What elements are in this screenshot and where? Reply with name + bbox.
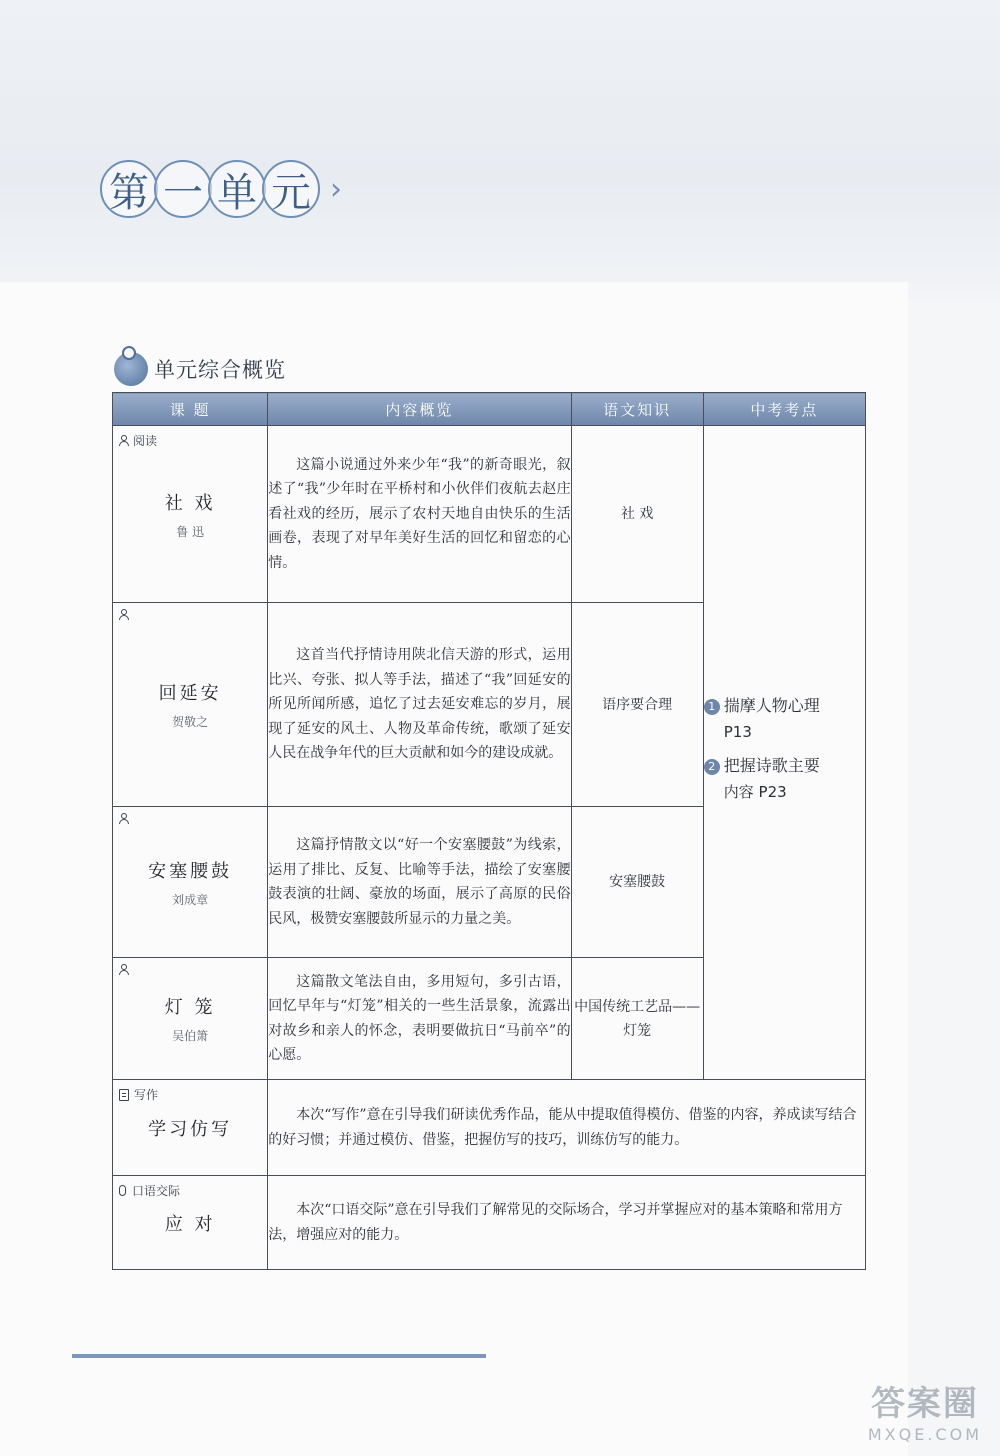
category-label (119, 432, 157, 449)
overview-title: 单元综合概览 (154, 358, 286, 382)
category-label (119, 1086, 158, 1103)
table-header-row (113, 393, 866, 426)
lesson-title: 学习仿写 (148, 1118, 233, 1140)
person-icon (119, 609, 129, 620)
category-label (119, 813, 133, 824)
header-content: 内容概览 (268, 393, 571, 426)
unit-summary-table (112, 392, 866, 1270)
content-cell (268, 603, 571, 807)
unit-title-char: 单 (208, 160, 266, 218)
content-text: 本次“口语交际”意在引导我们了解常见的交际场合，学习并掌握应对的基本策略和常用方法，增强应对的能力。 (268, 1201, 843, 1243)
exam-points-cell (703, 426, 865, 1080)
lesson-author: 鲁 迅 (176, 524, 205, 539)
exam-point (704, 693, 865, 745)
watermark-main: 答案圈 (870, 1384, 979, 1424)
table-row (113, 426, 866, 603)
overview-heading (114, 352, 286, 386)
content-cell (268, 958, 571, 1080)
lesson-title: 社 戏 (164, 492, 216, 514)
content-text: 这篇小说通过外来少年“我”的新奇眼光，叙述了“我”少年时在平桥村和小伙伴们夜航去赵庄看社戏的经历，展示了农村天地自由快乐的生活画卷，表现了对早年美好生活的回忆和留恋的心情。 (268, 456, 571, 571)
exam-point-text: 把握诗歌主要 (723, 755, 820, 775)
lesson-cell (113, 807, 268, 958)
unit-title (100, 160, 342, 218)
person-icon (119, 964, 129, 975)
header-background (0, 0, 1000, 300)
knowledge-cell: 中国传统工艺品——灯笼 (571, 958, 703, 1080)
number-badge-icon: 2 (704, 759, 720, 775)
category-text: 口语交际 (132, 1184, 181, 1198)
microphone-icon (119, 1185, 126, 1196)
category-label (119, 1182, 180, 1199)
lesson-author: 贺敬之 (172, 715, 209, 729)
table-row (113, 1176, 866, 1270)
content-text: 这篇散文笔法自由，多用短句，多引古语，回忆早年与“灯笼”相关的一些生活景象，流露出对故乡和亲人的怀念，表明要做抗日“马前卒”的心愿。 (268, 973, 571, 1063)
watermark (868, 1376, 982, 1444)
person-icon (119, 435, 129, 446)
document-icon (119, 1089, 129, 1101)
header-lesson: 课 题 (113, 393, 268, 426)
header-knowledge: 语文知识 (571, 393, 703, 426)
writing-content-cell (268, 1080, 866, 1176)
exam-point-page: P13 (723, 722, 752, 741)
table-row (113, 1080, 866, 1176)
unit-title-char: 一 (154, 160, 212, 218)
lesson-cell (113, 958, 268, 1080)
header-exam: 中考考点 (703, 393, 865, 426)
knowledge-cell: 语序要合理 (571, 603, 703, 807)
category-text: 阅读 (133, 434, 158, 448)
moon-star-icon (114, 352, 148, 386)
lesson-title: 回延安 (158, 683, 222, 704)
lesson-cell (113, 426, 268, 603)
lesson-cell (113, 603, 268, 807)
watermark-sub: MXQE.COM (867, 1425, 982, 1444)
lesson-title: 灯 笼 (164, 997, 216, 1018)
category-label (119, 609, 133, 620)
exam-point (704, 753, 865, 805)
unit-title-char: 第 (100, 160, 158, 218)
content-text: 本次“写作”意在引导我们研读优秀作品，能从中提取值得模仿、借鉴的内容，养成读写结合的好习惯；并通过模仿、借鉴，把握仿写的技巧，训练仿写的能力。 (268, 1106, 857, 1148)
content-cell (268, 807, 571, 958)
knowledge-cell: 社 戏 (571, 426, 703, 603)
exam-point-page: 内容 P23 (723, 782, 787, 801)
unit-title-char: 元 (262, 160, 320, 218)
speaking-content-cell (268, 1176, 866, 1270)
exam-point-text: 揣摩人物心理 (723, 695, 820, 715)
category-text: 写作 (134, 1088, 159, 1102)
category-label (119, 964, 133, 975)
writing-cell (113, 1080, 268, 1176)
footer-rule (72, 1354, 486, 1358)
lesson-title: 应 对 (164, 1213, 216, 1235)
knowledge-cell: 安塞腰鼓 (571, 807, 703, 958)
chevron-right-icon: › (330, 171, 342, 207)
content-text: 这首当代抒情诗用陕北信天游的形式，运用比兴、夸张、拟人等手法，描述了“我”回延安的所见所闻所感，追忆了过去延安难忘的岁月，展现了延安的风土、人物及革命传统，歌颂了延安人民在战争年代的巨大贡献和如今的建设成就。 (268, 647, 571, 762)
content-cell (268, 426, 571, 603)
lesson-author: 刘成章 (172, 892, 209, 907)
lesson-title: 安塞腰鼓 (148, 860, 233, 882)
lesson-author: 吴伯箫 (172, 1029, 209, 1043)
speaking-cell (113, 1176, 268, 1270)
content-text: 这篇抒情散文以“好一个安塞腰鼓”为线索，运用了排比、反复、比喻等手法，描绘了安塞腰鼓表演的壮阔、豪放的场面，展示了高原的民俗民风，极赞安塞腰鼓所显示的力量之美。 (268, 837, 571, 927)
number-badge-icon: 1 (704, 699, 720, 715)
person-icon (119, 813, 129, 824)
